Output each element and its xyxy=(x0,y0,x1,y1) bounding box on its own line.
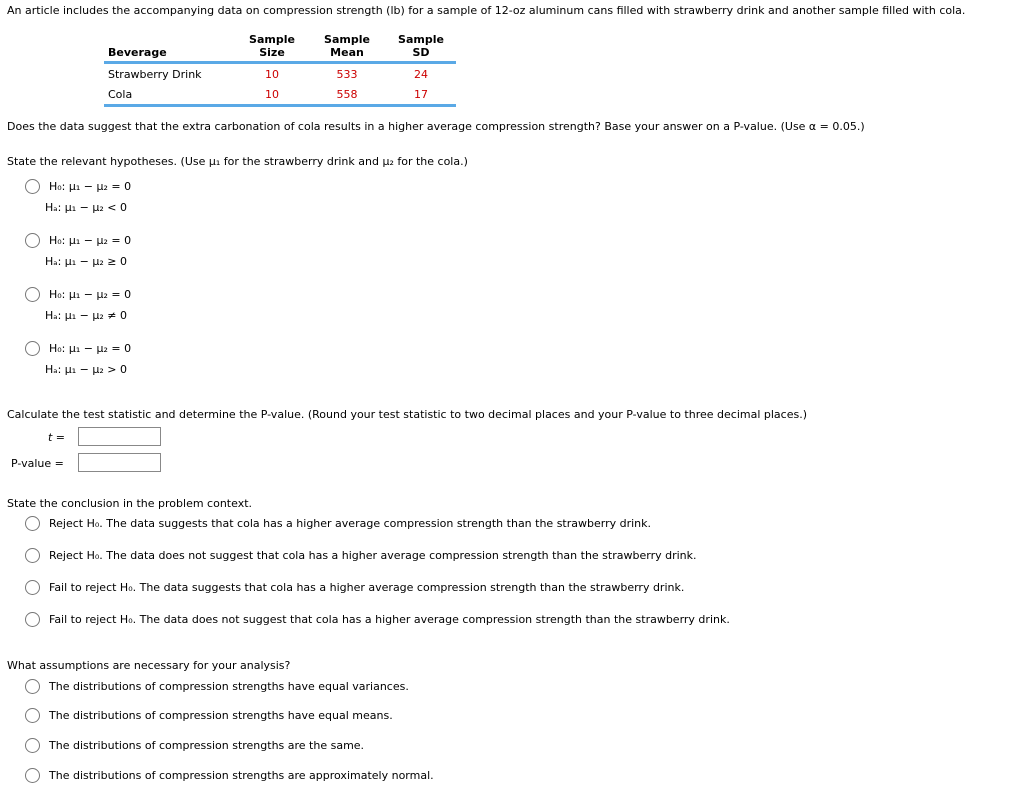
table-row xyxy=(104,63,456,85)
calc-prompt: Calculate the test statistic and determine the P-value. (Round your test statistic to two decimal places and your P-value to three decimal places.) xyxy=(7,408,807,421)
header-text: Sample xyxy=(249,33,295,46)
conclusion-option: Fail to reject H₀. The data does not suggest that cola has a higher average compression strength than the strawberry drink. xyxy=(49,613,730,626)
cell: 10 xyxy=(265,67,279,81)
alternative-hypothesis: Hₐ: μ₁ − μ₂ ≠ 0 xyxy=(45,309,128,322)
header-sd xyxy=(386,33,456,63)
conclusion-radio[interactable] xyxy=(25,516,40,531)
p-value-label: P-value = xyxy=(11,457,64,470)
cell: Cola xyxy=(108,87,133,101)
cell: 558 xyxy=(336,87,358,101)
header-text: Size xyxy=(259,46,285,59)
cell: 533 xyxy=(336,67,358,81)
conclusion-prompt: State the conclusion in the problem context. xyxy=(7,497,253,510)
conclusion-option: Reject H₀. The data does not suggest that cola has a higher average compression strength than the strawberry drink. xyxy=(49,549,697,562)
cell: 17 xyxy=(414,87,428,101)
cell: 10 xyxy=(265,87,279,101)
hypotheses-prompt: State the relevant hypotheses. (Use μ₁ for the strawberry drink and μ₂ for the cola.) xyxy=(7,155,468,168)
intro-text: An article includes the accompanying data on compression strength (lb) for a sample of 12-oz aluminum cans filled with strawberry drink and another sample filled with cola. xyxy=(7,4,966,17)
cell: 24 xyxy=(414,67,428,81)
alternative-hypothesis: Hₐ: μ₁ − μ₂ ≥ 0 xyxy=(45,255,128,268)
assumption-option: The distributions of compression strengths are the same. xyxy=(49,739,365,752)
header-text: Sample xyxy=(398,33,444,46)
assumption-radio[interactable] xyxy=(25,768,40,783)
header-mean xyxy=(308,33,386,63)
assumption-radio[interactable] xyxy=(25,738,40,753)
question-text: Does the data suggest that the extra carbonation of cola results in a higher average compression strength? Base your answer on a P-value. (Use α = 0.05.) xyxy=(7,120,865,133)
assumption-radio[interactable] xyxy=(25,679,40,694)
header-beverage xyxy=(104,33,236,63)
header-text: SD xyxy=(412,46,430,59)
hypothesis-radio[interactable] xyxy=(25,341,40,356)
assumption-option: The distributions of compression strengths have equal means. xyxy=(49,709,393,722)
alternative-hypothesis: Hₐ: μ₁ − μ₂ > 0 xyxy=(45,363,128,376)
t-statistic-input[interactable] xyxy=(78,427,161,446)
hypothesis-radio[interactable] xyxy=(25,233,40,248)
conclusion-radio[interactable] xyxy=(25,580,40,595)
hypothesis-radio[interactable] xyxy=(25,179,40,194)
alternative-hypothesis: Hₐ: μ₁ − μ₂ < 0 xyxy=(45,201,128,214)
header-size xyxy=(236,33,308,63)
null-hypothesis: H₀: μ₁ − μ₂ = 0 xyxy=(49,288,132,301)
null-hypothesis: H₀: μ₁ − μ₂ = 0 xyxy=(49,342,132,355)
conclusion-option: Reject H₀. The data suggests that cola has a higher average compression strength than the strawberry drink. xyxy=(49,517,652,530)
assumptions-prompt: What assumptions are necessary for your analysis? xyxy=(7,659,291,672)
null-hypothesis: H₀: μ₁ − μ₂ = 0 xyxy=(49,234,132,247)
table-row xyxy=(104,84,456,106)
conclusion-radio[interactable] xyxy=(25,612,40,627)
header-text: Mean xyxy=(330,46,364,59)
conclusion-option: Fail to reject H₀. The data suggests that cola has a higher average compression strength than the strawberry drink. xyxy=(49,581,685,594)
assumption-option: The distributions of compression strengths are approximately normal. xyxy=(49,769,434,782)
p-value-input[interactable] xyxy=(78,453,161,472)
header-text: Beverage xyxy=(108,46,167,59)
t-label: t = xyxy=(48,431,66,444)
hypothesis-radio[interactable] xyxy=(25,287,40,302)
null-hypothesis: H₀: μ₁ − μ₂ = 0 xyxy=(49,180,132,193)
header-text: Sample xyxy=(324,33,370,46)
conclusion-radio[interactable] xyxy=(25,548,40,563)
data-table xyxy=(104,33,456,107)
assumption-radio[interactable] xyxy=(25,708,40,723)
cell: Strawberry Drink xyxy=(108,67,202,81)
assumption-option: The distributions of compression strengths have equal variances. xyxy=(49,680,409,693)
